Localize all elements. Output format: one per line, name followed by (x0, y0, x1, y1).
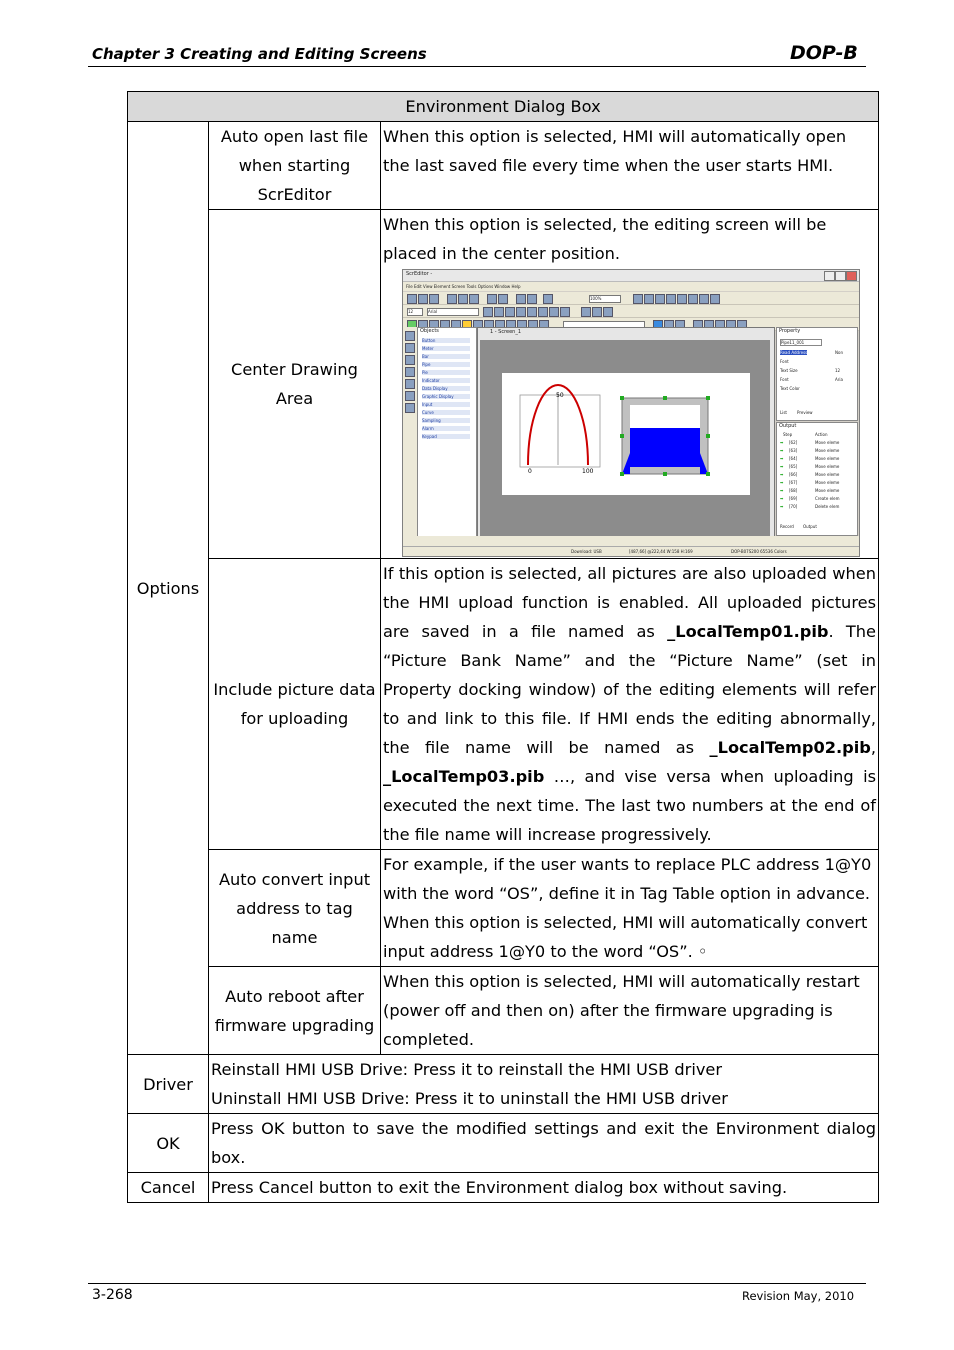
option-name: Auto open last file when starting ScrEditor (209, 122, 381, 210)
screen-window (477, 327, 775, 549)
output-action: Move eleme (815, 480, 840, 485)
file-name: _LocalTemp01.pib (667, 622, 829, 641)
property-value: 12 (835, 368, 841, 373)
format-icon (549, 307, 559, 317)
cancel-label: Cancel (128, 1173, 209, 1203)
line-icon (405, 343, 415, 353)
footer-rule (88, 1283, 866, 1284)
output-action: Move eleme (815, 440, 840, 445)
selection-handle (663, 472, 667, 476)
output-action: Delete elem (815, 504, 840, 509)
meter-max-label: 100 (582, 468, 594, 475)
save-icon (429, 294, 439, 304)
property-object-select: Pipe11_001 (780, 339, 822, 346)
option-description: When this option is selected, HMI will automatically open the last saved file every time when the user starts HMI. (381, 122, 879, 210)
object-item: Indicator (422, 378, 470, 383)
arrow-icon: ➡ (780, 464, 784, 469)
option-description: When this option is selected, HMI will automatically restart (power off and then on) after the firmware upgrading is completed. (381, 967, 879, 1055)
align-icon (633, 294, 643, 304)
arc-icon (405, 379, 415, 389)
property-value: Aria (835, 377, 843, 382)
table-caption: Environment Dialog Box (128, 92, 879, 122)
object-item: Curve (422, 410, 470, 415)
option-description-cell (381, 210, 879, 559)
output-action: Move eleme (815, 464, 840, 469)
align-icon (666, 294, 676, 304)
option-name: Include picture data for uploading (209, 559, 381, 850)
format-icon (494, 307, 504, 317)
output-title: Output (779, 423, 797, 429)
options-label: Options (128, 122, 209, 1055)
description-text: …, and vise versa when uploading is executed the next time. The last two numbers at the end of the file name will increase progressively. (383, 767, 877, 844)
cut-icon (447, 294, 457, 304)
property-name: Font (780, 377, 789, 382)
arrow-icon: ➡ (780, 448, 784, 453)
option-description: When this option is selected, the editing screen will be placed in the center position. (383, 215, 827, 263)
cancel-description: Press Cancel button to exit the Environment dialog box without saving. (209, 1173, 879, 1203)
window-title: ScrEditor - (406, 271, 433, 277)
output-step: [63] (789, 448, 798, 453)
text-icon (405, 391, 415, 401)
object-item: Graphic Display (422, 394, 470, 399)
screenshot-titlebar (403, 270, 859, 282)
status-bar (403, 546, 859, 556)
property-tab-preview: Preview (797, 410, 813, 415)
object-item: Input (422, 402, 470, 407)
environment-dialog-table (127, 91, 879, 1203)
drawing-tools-bar (403, 327, 418, 547)
driver-label: Driver (128, 1055, 209, 1114)
pointer-icon (405, 331, 415, 341)
property-title: Property (779, 328, 801, 334)
property-name: Text Size (780, 368, 798, 373)
circle-icon (405, 367, 415, 377)
output-step: [70] (789, 504, 798, 509)
property-value: Non (835, 350, 843, 355)
selection-handle (663, 396, 667, 400)
pipe-fill (630, 428, 700, 467)
object-item: Pipe (422, 362, 470, 367)
output-step: [69] (789, 496, 798, 501)
close-icon (846, 271, 857, 281)
align-icon (710, 294, 720, 304)
output-action: Move eleme (815, 448, 840, 453)
output-panel (776, 422, 858, 536)
zoom-out-icon (527, 294, 537, 304)
object-item: Data Display (422, 386, 470, 391)
output-step: [64] (789, 456, 798, 461)
selection-handle (706, 396, 710, 400)
canvas-background (480, 340, 770, 545)
output-step: [65] (789, 464, 798, 469)
selection-handle (620, 396, 624, 400)
property-tab-list: List (780, 410, 787, 415)
format-icon (560, 307, 570, 317)
output-step: [67] (789, 480, 798, 485)
format-icon (505, 307, 515, 317)
object-item: Meter (422, 346, 470, 351)
menu-text: File Edit View Element Screen Tools Options Window Help (406, 284, 521, 289)
format-icon (483, 307, 493, 317)
output-action: Move eleme (815, 456, 840, 461)
print-icon (543, 294, 553, 304)
format-icon (516, 307, 526, 317)
format-icon (527, 307, 537, 317)
format-icon (538, 307, 548, 317)
page-number: 3-268 (92, 1287, 133, 1303)
toolbar-1 (403, 292, 859, 305)
align-icon (655, 294, 665, 304)
option-description (381, 559, 879, 850)
option-description: For example, if the user wants to replace PLC address 1@Y0 with the word “OS”, define it in Tag Table option in advance. When this option is selected, HMI will automatically convert input address 1@Y0 to the word “OS”. ◦ (381, 850, 879, 967)
description-text: If this option is selected, all pictures are also uploaded when the HMI upload function is enabled. All uploaded pictures are saved in a file named as (383, 564, 877, 641)
redo-icon (498, 294, 508, 304)
arrow-icon: ➡ (780, 472, 784, 477)
align-icon (699, 294, 709, 304)
reinstall-driver-text: Reinstall HMI USB Drive: Press it to reinstall the HMI USB driver (211, 1060, 723, 1079)
drawing-paper (502, 373, 750, 495)
arrow-icon: ➡ (780, 496, 784, 501)
selection-handle (706, 472, 710, 476)
menu-bar (403, 282, 859, 291)
selection-handle (620, 472, 624, 476)
object-item: Pie (422, 370, 470, 375)
screen-title: 1 - Screen_1 (490, 329, 522, 335)
font-name-select: Arial (427, 308, 479, 316)
uninstall-driver-text: Uninstall HMI USB Drive: Press it to uninstall the HMI USB driver (211, 1089, 728, 1108)
output-action: Move eleme (815, 488, 840, 493)
objects-title: Objects (420, 328, 439, 334)
status-coords: [487,66] @222,44 W:158 H:169 (629, 549, 693, 554)
property-name: Read Address (780, 350, 808, 355)
output-action: Move eleme (815, 472, 840, 477)
output-action: Create elem (815, 496, 840, 501)
output-step: [62] (789, 440, 798, 445)
font-size-select: 12 (407, 308, 423, 316)
minimize-icon (824, 271, 835, 281)
output-step: [66] (789, 472, 798, 477)
arrow-icon: ➡ (780, 488, 784, 493)
undo-icon (487, 294, 497, 304)
objects-panel (417, 327, 477, 549)
align-icon (644, 294, 654, 304)
copy-icon (458, 294, 468, 304)
object-item: Keypad (422, 434, 470, 439)
align-icon (688, 294, 698, 304)
toolbar-2 (403, 305, 859, 318)
option-name: Auto reboot after firmware upgrading (209, 967, 381, 1055)
arrow-icon: ➡ (780, 440, 784, 445)
output-col-action: Action (815, 432, 828, 437)
output-col-step: Step (783, 432, 793, 437)
meter-min-label: 0 (528, 468, 532, 475)
selection-handle (706, 434, 710, 438)
bottom-toolbar (403, 536, 859, 546)
screditor-screenshot (402, 269, 860, 557)
align-icon (677, 294, 687, 304)
paste-icon (469, 294, 479, 304)
bold-icon (581, 307, 591, 317)
file-name: _LocalTemp02.pib (709, 738, 871, 757)
header-rule (88, 66, 866, 67)
image-icon (405, 403, 415, 413)
maximize-icon (835, 271, 846, 281)
ok-label: OK (128, 1114, 209, 1173)
arrow-icon: ➡ (780, 456, 784, 461)
description-text: , (870, 738, 877, 757)
open-icon (418, 294, 428, 304)
ok-description: Press OK button to save the modified settings and exit the Environment dialog box. (209, 1114, 879, 1173)
object-item: Bar (422, 354, 470, 359)
property-panel (776, 327, 858, 421)
italic-icon (592, 307, 602, 317)
zoom-select: 100% (589, 295, 621, 303)
selection-handle (620, 434, 624, 438)
new-icon (407, 294, 417, 304)
dop-b-logo: DOP-B (790, 42, 858, 64)
option-name: Center Drawing Area (209, 210, 381, 559)
driver-description (209, 1055, 879, 1114)
option-name: Auto convert input address to tag name (209, 850, 381, 967)
zoom-in-icon (516, 294, 526, 304)
file-name: _LocalTemp03.pib (383, 767, 545, 786)
output-step: [68] (789, 488, 798, 493)
output-tab-record: Record (780, 524, 794, 529)
rect-icon (405, 355, 415, 365)
output-tab-output: Output (803, 524, 817, 529)
property-name: Font (780, 359, 789, 364)
meter-mid-label: 50 (556, 392, 564, 399)
canvas-drawing (502, 373, 750, 495)
description-text: . The “Picture Bank Name” and the “Picture Name” (set in Property docking window) of the editing elements will refer to and link to this file. If HMI ends the editing abnormally, the file name will be named as (383, 622, 877, 757)
property-name: Text Color (780, 386, 800, 391)
arrow-icon: ➡ (780, 480, 784, 485)
underline-icon (603, 307, 613, 317)
object-item: Alarm (422, 426, 470, 431)
object-item: Sampling (422, 418, 470, 423)
revision-date: Revision May, 2010 (742, 1289, 855, 1303)
status-download: Download: USB (571, 549, 602, 554)
arrow-icon: ➡ (780, 504, 784, 509)
status-model: DOP-B07S200 65536 Colors (731, 549, 787, 554)
object-item: Button (422, 338, 470, 343)
chapter-title: Chapter 3 Creating and Editing Screens (92, 45, 427, 63)
